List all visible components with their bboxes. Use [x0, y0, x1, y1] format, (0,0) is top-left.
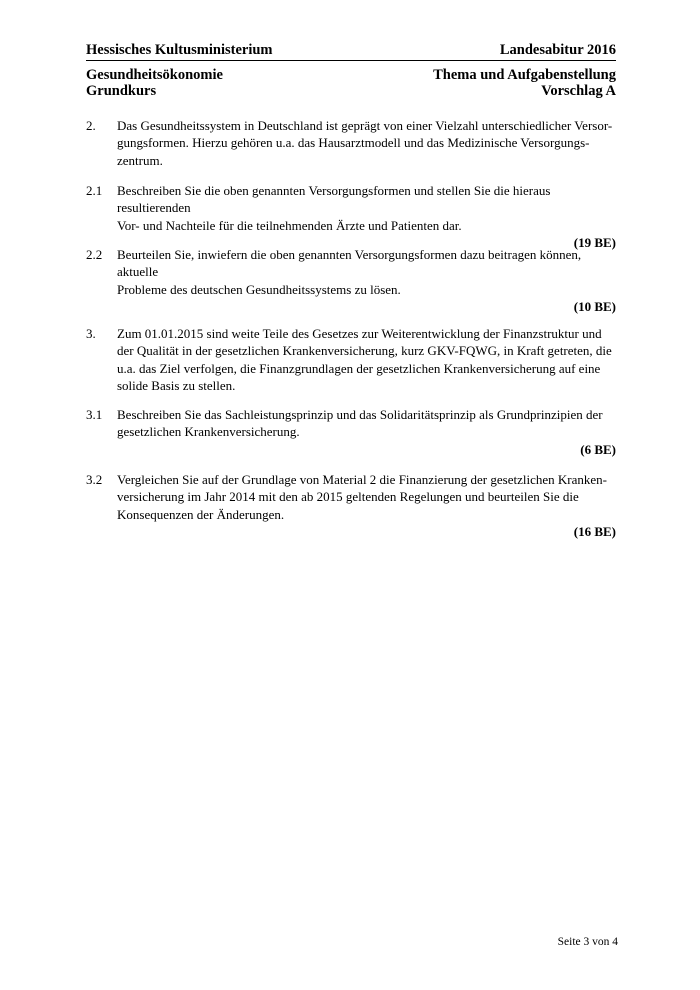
task-points: (6 BE)	[580, 441, 616, 457]
task-text	[117, 471, 616, 523]
task-number: 3.1	[86, 407, 103, 422]
task-line: gesetzlichen Krankenversicherung.	[117, 424, 300, 440]
header-course-row	[86, 83, 616, 100]
task-points: (19 BE)	[573, 234, 616, 250]
subject-name: Gesundheitsökonomie	[86, 67, 223, 83]
task-number: 2.2	[86, 247, 103, 262]
task-line: versicherung im Jahr 2014 mit den ab 2015 geltenden Regelungen und beurteilen Sie die	[117, 489, 579, 505]
task-text	[117, 406, 616, 441]
task-line: Vor- und Nachteile für die teilnehmenden Ärzte und Patienten dar.	[117, 217, 462, 233]
task-text	[117, 117, 616, 169]
task-line: Beurteilen Sie, inwiefern die oben genannten Versorgungsformen dazu beitragen können, aktuelle	[117, 247, 582, 280]
task-number: 2.1	[86, 183, 103, 198]
task-3	[86, 325, 616, 394]
task-line: Beschreiben Sie die oben genannten Versorgungsformen und stellen Sie die hieraus resultierenden	[117, 183, 551, 216]
task-points: (16 BE)	[573, 523, 616, 539]
task-number: 2.	[86, 118, 96, 133]
task-line: zentrum.	[117, 152, 163, 168]
task-number: 3.	[86, 326, 96, 341]
exam-title: Landesabitur 2016	[499, 42, 616, 58]
task-line: der Qualität in der gesetzlichen Krankenversicherung, kurz GKV-FQWG, in Kraft getreten, die	[117, 343, 612, 359]
task-3-2	[86, 471, 616, 540]
task-line: gungsformen. Hierzu gehören u.a. das Hausarztmodell und das Medizinische Versorgungs-	[117, 135, 590, 151]
task-2-2	[86, 246, 616, 315]
task-text	[117, 246, 616, 298]
task-2-1	[86, 182, 616, 251]
task-number: 3.2	[86, 472, 103, 487]
task-line: Beschreiben Sie das Sachleistungsprinzip und das Solidaritätsprinzip als Grundprinzipien der	[117, 407, 603, 422]
task-line: Probleme des deutschen Gesundheitssystems zu lösen.	[117, 281, 401, 297]
page-number: Seite 3 von 4	[557, 936, 618, 948]
task-text	[117, 182, 616, 234]
task-points: (10 BE)	[573, 298, 616, 314]
course-name: Grundkurs	[86, 83, 157, 99]
task-2	[86, 117, 616, 169]
header-rule	[86, 60, 616, 61]
proposal-label: Vorschlag A	[541, 83, 616, 99]
header-subject-row	[86, 67, 616, 84]
ministry-name: Hessisches Kultusministerium	[86, 42, 273, 58]
task-3-1	[86, 406, 616, 458]
task-line: solide Basis zu stellen.	[117, 377, 236, 393]
task-line: u.a. das Ziel verfolgen, die Finanzgrundlagen der gesetzlichen Krankenversicherung auf eine	[117, 360, 601, 376]
task-line: Konsequenzen der Änderungen.	[117, 506, 285, 522]
task-line: Vergleichen Sie auf der Grundlage von Material 2 die Finanzierung der gesetzlichen Kranken-	[117, 472, 607, 487]
topic-label: Thema und Aufgabenstellung	[433, 67, 616, 83]
task-line: Zum 01.01.2015 sind weite Teile des Gesetzes zur Weiterentwicklung der Finanzstruktur und	[117, 326, 602, 341]
task-text	[117, 325, 616, 394]
header-top-row	[86, 42, 616, 59]
task-line: Das Gesundheitssystem in Deutschland ist geprägt von einer Vielzahl unterschiedlicher Versor-	[117, 118, 613, 133]
